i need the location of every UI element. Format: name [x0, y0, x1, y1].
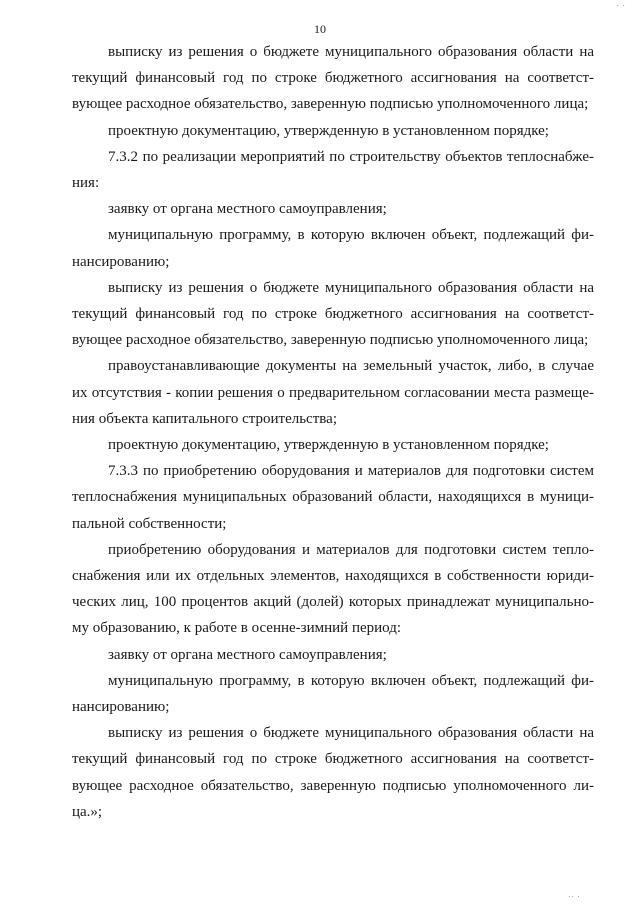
document-body: [72, 39, 594, 825]
paragraph: правоустанавливающие документы на земельный участок, либо, в случае их отсутствия - копии решения о предварительном согласовании места размеще-ния объекта капитального строительства;: [72, 358, 594, 427]
scan-artifact-mark: · ·: [616, 2, 626, 10]
scan-artifact-mark: ·· ·: [568, 893, 581, 901]
paragraph: проектную документацию, утвержденную в установленном порядке;: [108, 122, 549, 139]
paragraph: муниципальную программу, в которую включен объект, подлежащий фи-нансированию;: [72, 672, 594, 716]
paragraph: заявку от органа местного самоуправления;: [108, 201, 387, 218]
paragraph: заявку от органа местного самоуправления;: [108, 646, 387, 663]
paragraph: муниципальную программу, в которую включен объект, подлежащий фи-нансированию;: [72, 227, 594, 270]
paragraph: приобретению оборудования и материалов для подготовки систем тепло-снабжения или их отдельных элементов, находящихся в собственности юриди-ческих лиц, 100 процентов акций (долей) которых принадлежат муниципально-му образованию, к работе в осенне-зимний период:: [72, 541, 594, 637]
paragraph: выписку из решения о бюджете муниципального образования области на текущий финансовый год по строке бюджетного ассигнования на соответст-вующее расходное обязательство, заверенную подписью уполномоченного лица;: [72, 279, 594, 349]
paragraph: 7.3.2 по реализации мероприятий по строительству объектов теплоснабже-ния:: [72, 148, 594, 192]
paragraph: проектную документацию, утвержденную в установленном порядке;: [108, 437, 549, 454]
paragraph: выписку из решения о бюджете муниципального образования области на текущий финансовый год по строке бюджетного ассигнования на соответст-вующее расходное обязательство, заверенную подписью уполномоченного лица;: [72, 44, 594, 113]
page-number: 10: [314, 22, 326, 36]
paragraph: 7.3.3 по приобретению оборудования и материалов для подготовки систем теплоснабжения муниципальных образований области, находящихся в муници-пальной собственности;: [72, 463, 594, 532]
paragraph: выписку из решения о бюджете муниципального образования области на текущий финансовый год по строке бюджетного ассигнования на соответст-вующее расходное обязательство, заверенную подписью уполномоченного ли-ца.»;: [72, 725, 594, 820]
